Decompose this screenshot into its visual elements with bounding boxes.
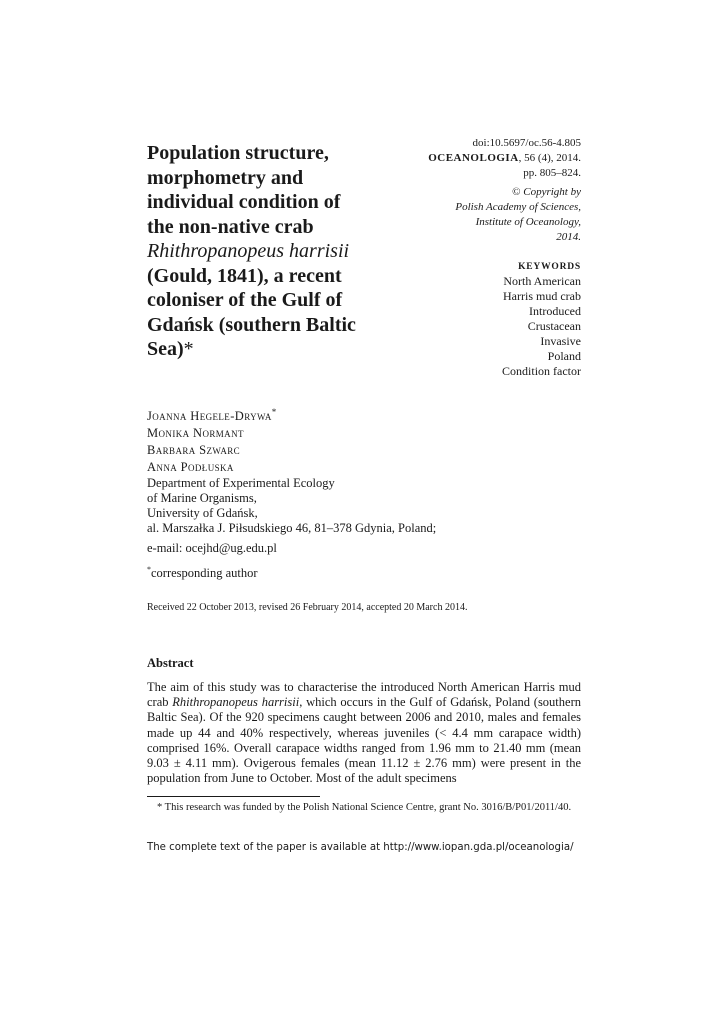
keyword-item: Crustacean (527, 319, 581, 333)
author (147, 459, 277, 476)
author-name: Barbara Szwarc (147, 443, 241, 458)
author-list (147, 404, 277, 476)
keyword-item: Harris mud crab (503, 289, 581, 303)
title-footnote-marker: * (183, 338, 194, 360)
author (147, 442, 277, 459)
copyright-line-1 (351, 185, 581, 200)
footnote-rule (147, 796, 320, 797)
footnote (147, 801, 581, 815)
copyright-line: 2014. (556, 231, 581, 243)
title-line: individual condition of (147, 191, 341, 213)
abstract-species: Rhithropanopeus harrisii (172, 695, 300, 710)
affiliation (147, 476, 436, 536)
title-line-last (147, 337, 382, 362)
copyright-icon: © (512, 186, 521, 198)
title-line: Population structure, (147, 142, 329, 164)
keyword-item: Condition factor (502, 364, 581, 378)
page-range: pp. 805–824. (523, 167, 581, 179)
received-dates: Received 22 October 2013, revised 26 February 2014, accepted 20 March 2014. (147, 602, 468, 613)
keywords-block (381, 260, 581, 379)
author-mark: * (271, 407, 277, 417)
journal-citation (351, 151, 581, 166)
abstract-text (147, 680, 581, 786)
title-line: the non-native crab (147, 215, 314, 238)
author (147, 425, 277, 442)
title-line: morphometry and (147, 166, 304, 189)
journal-meta (351, 136, 581, 181)
keyword-item: Introduced (529, 304, 581, 318)
title-line: (Gould, 1841), a recent (147, 264, 342, 287)
copyright-block (351, 185, 581, 245)
journal-volume: , 56 (4), 2014. (518, 152, 581, 164)
paper-title (147, 141, 382, 362)
corresponding-note (147, 562, 258, 581)
copyright-line: Polish Academy of Sciences, (455, 201, 581, 213)
keyword-item: Invasive (540, 334, 581, 348)
affiliation-line: of Marine Organisms, (147, 491, 257, 505)
fulltext-link[interactable]: The complete text of the paper is available at http://www.iopan.gda.pl/oceanologia/ (147, 842, 574, 853)
title-line: Sea) (147, 338, 184, 360)
footnote-text: This research was funded by the Polish National Science Centre, grant No. 3016/B/P01/2011/40. (162, 802, 572, 813)
copyright-line: Institute of Oceanology, (475, 216, 581, 228)
corresponding-mark: * (147, 565, 151, 574)
journal-name: OCEANOLOGIA (428, 152, 519, 164)
affiliation-line: University of Gdańsk, (147, 506, 258, 520)
footnote-mark: * (157, 802, 163, 813)
abstract-part: , which occurs in the Gulf of Gdańsk, Poland (southern Baltic Sea). Of the 920 specimens caught between 2006 and 2010, males and females made up 44 and 40% respectively, whereas juveniles (< 4.4 mm carapace width) comprised 16%. Overall carapace widths ranged from 1.96 mm to 21.40 mm (mean 9.03 ± 4.11 mm). Ovigerous females (mean 11.12 ± 2.76 mm) were present in the population from June to October. Most of the adult specimens (147, 695, 581, 786)
doi: doi:10.5697/oc.56-4.805 (472, 137, 581, 149)
title-line: Gdańsk (southern Baltic (147, 313, 356, 336)
abstract-part: The aim of this study was to characterise the introduced North American Harris mud crab (147, 680, 581, 710)
affiliation-line: al. Marszałka J. Piłsudskiego 46, 81–378 Gdynia, Poland; (147, 521, 437, 535)
affiliation-line: Department of Experimental Ecology (147, 476, 335, 490)
keyword-item: Poland (547, 349, 581, 363)
copyright-text: Copyright by (523, 186, 581, 198)
keyword-item: North American (503, 274, 581, 288)
author-name: Monika Normant (147, 426, 244, 441)
author (147, 404, 277, 425)
author-name: Joanna Hegele-Drywa (147, 409, 272, 424)
corresponding-text: corresponding author (151, 566, 258, 581)
title-species: Rhithropanopeus harrisii (147, 240, 350, 262)
author-name: Anna Podłuska (147, 460, 234, 475)
abstract-heading: Abstract (147, 656, 194, 670)
title-line: coloniser of the Gulf of (147, 289, 343, 311)
email[interactable]: e-mail: ocejhd@ug.edu.pl (147, 541, 277, 555)
keywords-heading: KEYWORDS (518, 262, 581, 272)
